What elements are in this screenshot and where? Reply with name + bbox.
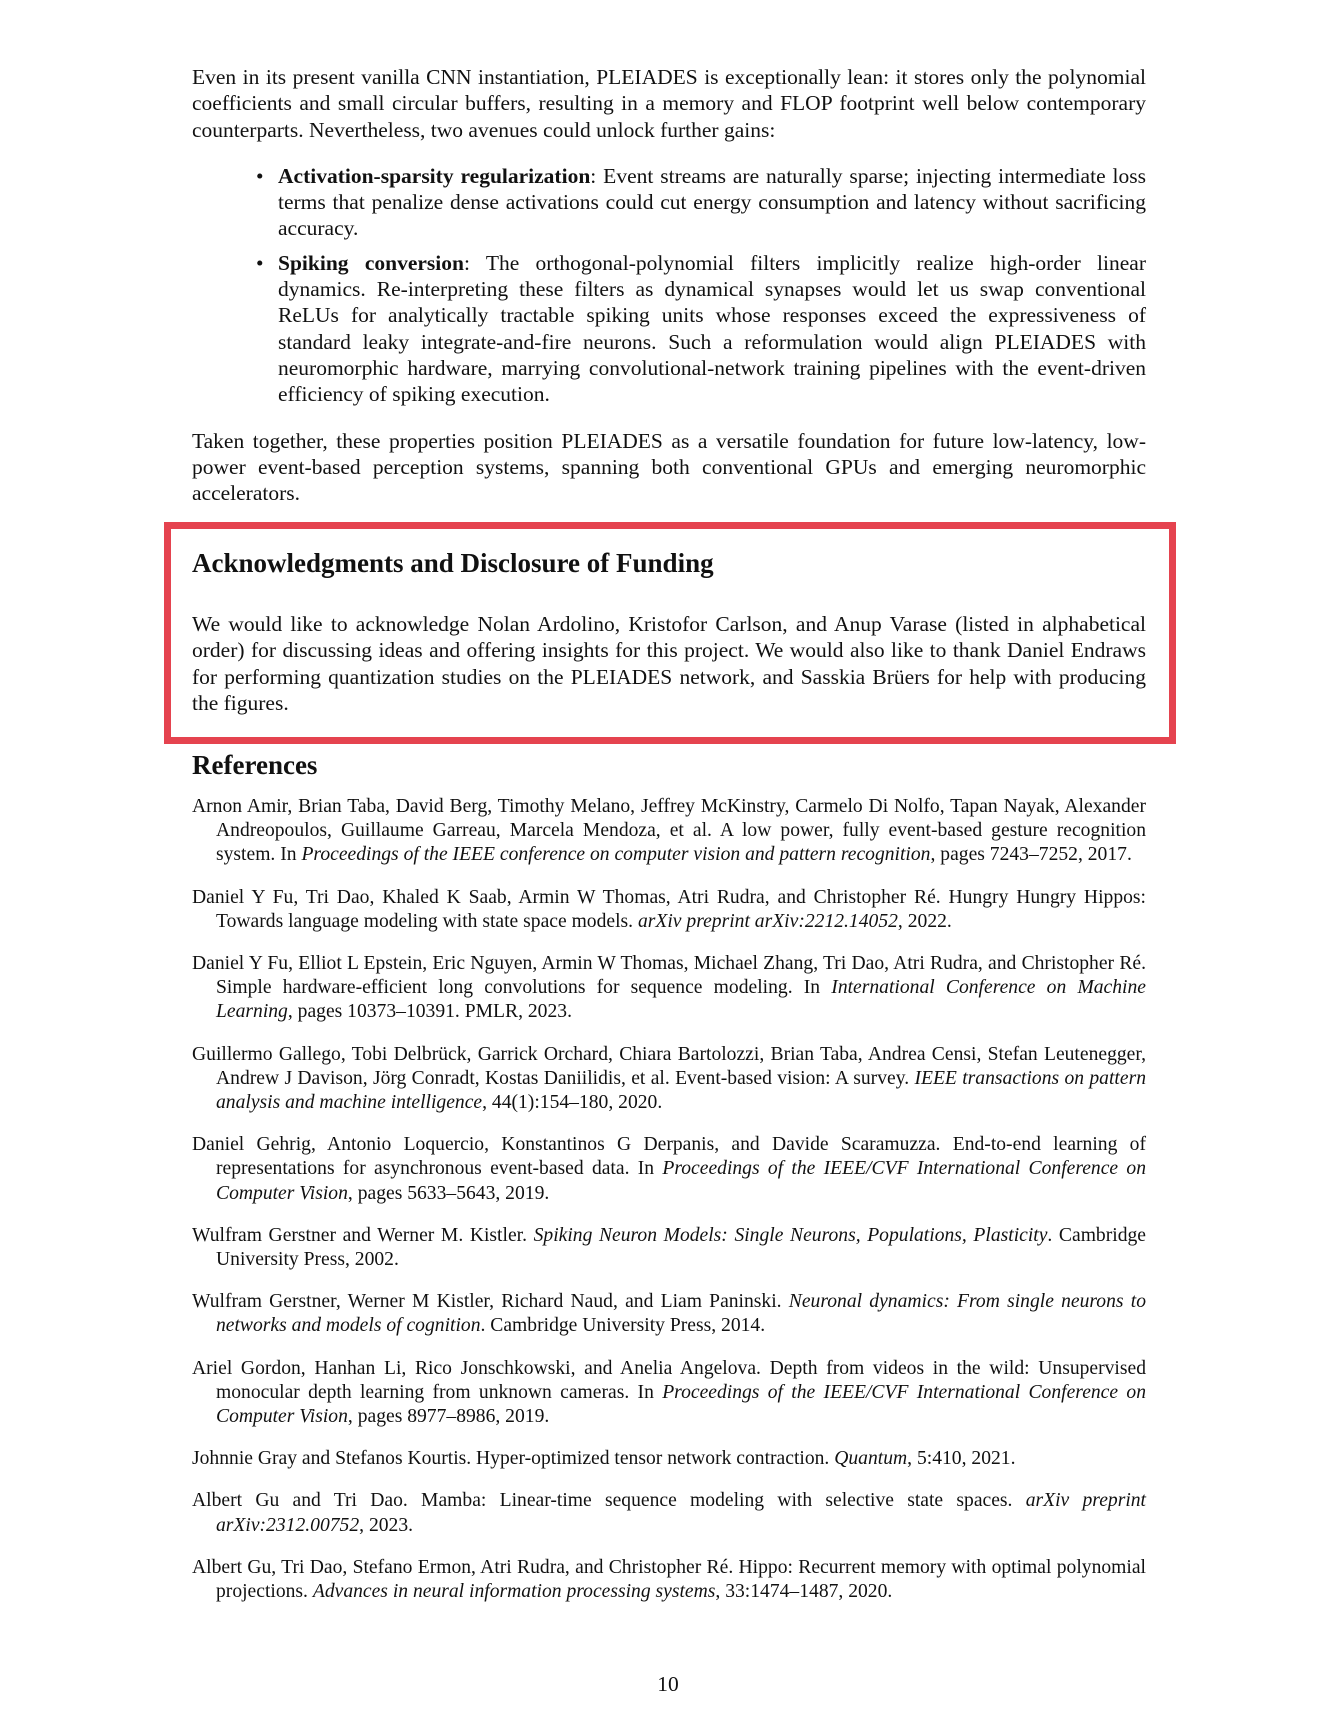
reference-details: , pages 5633–5643, 2019. bbox=[347, 1182, 550, 1204]
reference-venue: arXiv preprint arXiv:2312.00752 bbox=[216, 1490, 1146, 1536]
reference-venue: Spiking Neuron Models: Single Neurons, Populations, Plasticity bbox=[533, 1224, 1048, 1246]
reference-item bbox=[192, 1489, 1146, 1537]
reference-authors-title: Arnon Amir, Brian Taba, David Berg, Timothy Melano, Jeffrey McKinstry, Carmelo Di Nolfo, Tapan Nayak, Alexander Andreopoulos, Guillaume Garreau, Marcela Mendoza, et al. A low power, fully event-based gesture recognition system. In bbox=[192, 796, 1146, 866]
reference-details: . Cambridge University Press, 2002. bbox=[216, 1224, 1146, 1271]
bullet-icon: • bbox=[256, 250, 264, 275]
reference-authors-title: Albert Gu and Tri Dao. Mamba: Linear-time sequence modeling with selective state spaces. bbox=[192, 1490, 1026, 1512]
reference-venue: Neuronal dynamics: From single neurons to networks and models of cognition bbox=[216, 1291, 1146, 1337]
intro-paragraph: Even in its present vanilla CNN instantiation, PLEIADES is exceptionally lean: it stores only the polynomial coefficients and small circular buffers, resulting in a memory and FLOP footprint well below contemporary counterparts. Nevertheless, two avenues could unlock further gains: bbox=[192, 65, 1146, 142]
reference-venue: arXiv preprint arXiv:2212.14052 bbox=[637, 910, 898, 932]
reference-item bbox=[192, 952, 1146, 1025]
reference-authors-title: Wulfram Gerstner, Werner M Kistler, Richard Naud, and Liam Paninski. bbox=[192, 1291, 789, 1313]
reference-authors-title: Guillermo Gallego, Tobi Delbrück, Garrick Orchard, Chiara Bartolozzi, Brian Taba, Andrea Censi, Stefan Leutenegger, Andrew J Davison, Jörg Conradt, Kostas Daniilidis, et al. Event-based vision: A survey. bbox=[192, 1043, 1146, 1089]
acknowledgments-heading: Acknowledgments and Disclosure of Funding bbox=[192, 548, 714, 578]
reference-details: , 2022. bbox=[897, 910, 952, 932]
reference-item bbox=[192, 795, 1146, 868]
list-item bbox=[256, 250, 1146, 408]
reference-item bbox=[192, 1556, 1146, 1604]
reference-authors-title: Johnnie Gray and Stefanos Kourtis. Hyper-optimized tensor network contraction. bbox=[192, 1448, 835, 1470]
reference-venue: IEEE transactions on pattern analysis and machine intelligence bbox=[216, 1067, 1146, 1114]
list-item-title: Activation-sparsity regularization bbox=[278, 163, 591, 188]
page-number: 10 bbox=[657, 1672, 679, 1696]
reference-item bbox=[192, 1133, 1146, 1206]
reference-item bbox=[192, 1043, 1146, 1116]
reference-authors-title: Daniel Y Fu, Elliot L Epstein, Eric Nguyen, Armin W Thomas, Michael Zhang, Tri Dao, Atri Rudra, and Christopher Ré. Simple hardware-efficient long convolutions for sequence modeling. In bbox=[192, 953, 1146, 999]
reference-item bbox=[192, 1290, 1146, 1338]
reference-details: , pages 7243–7252, 2017. bbox=[930, 844, 1132, 866]
references-list bbox=[192, 795, 1146, 1622]
reference-details: , 33:1474–1487, 2020. bbox=[715, 1581, 893, 1603]
reference-venue: Quantum bbox=[834, 1448, 908, 1470]
list-item-text: : Event streams are naturally sparse; injecting intermediate loss terms that penalize dense activations could cut energy consumption and latency without sacrificing accuracy. bbox=[278, 163, 1146, 241]
reference-authors-title: Albert Gu, Tri Dao, Stefano Ermon, Atri Rudra, and Christopher Ré. Hippo: Recurrent memory with optimal polynomial projections. bbox=[192, 1556, 1146, 1603]
reference-details: , 44(1):154–180, 2020. bbox=[482, 1092, 663, 1114]
list-item-title: Spiking conversion bbox=[278, 250, 464, 275]
reference-venue: Proceedings of the IEEE/CVF International Conference on Computer Vision bbox=[216, 1158, 1147, 1204]
reference-details: . Cambridge University Press, 2014. bbox=[480, 1315, 766, 1337]
reference-item bbox=[192, 1447, 1146, 1471]
list-item bbox=[256, 163, 1146, 242]
reference-authors-title: Ariel Gordon, Hanhan Li, Rico Jonschkowski, and Anelia Angelova. Depth from videos in the wild: Unsupervised monocular depth learning from unknown cameras. In bbox=[192, 1357, 1146, 1403]
reference-venue: Proceedings of the IEEE conference on computer vision and pattern recognition bbox=[301, 844, 931, 866]
reference-details: , pages 8977–8986, 2019. bbox=[347, 1406, 550, 1428]
reference-item bbox=[192, 1357, 1146, 1430]
reference-item bbox=[192, 886, 1146, 934]
reference-details: , 5:410, 2021. bbox=[907, 1448, 1016, 1470]
acknowledgments-paragraph: We would like to acknowledge Nolan Ardolino, Kristofor Carlson, and Anup Varase (listed in alphabetical order) for discussing ideas and offering insights for this project. We would also like to thank Daniel Endraws for performing quantization studies on the PLEIADES network, and Sasskia Brüers for help with producing the figures. bbox=[192, 612, 1146, 715]
reference-details: , pages 10373–10391. PMLR, 2023. bbox=[287, 1001, 572, 1023]
references-heading: References bbox=[192, 750, 318, 780]
reference-authors-title: Wulfram Gerstner and Werner M. Kistler. bbox=[192, 1224, 534, 1246]
bullet-icon: • bbox=[256, 163, 264, 188]
reference-authors-title: Daniel Y Fu, Tri Dao, Khaled K Saab, Armin W Thomas, Atri Rudra, and Christopher Ré. Hungry Hungry Hippos: Towards language modeling with state space models. bbox=[192, 886, 1146, 932]
reference-venue: Advances in neural information processing systems bbox=[312, 1581, 716, 1603]
list-item-text: : The orthogonal-polynomial filters implicitly realize high-order linear dynamics. Re-interpreting these filters as dynamical synapses would let us swap conventional ReLUs for analytically tractable spiking units whose responses exceed the expressiveness of standard leaky integrate-and-fire neurons. Such a reformulation would align PLEIADES with neuromorphic hardware, marrying convolutional-network training pipelines with the event-driven efficiency of spiking execution. bbox=[278, 250, 1146, 407]
reference-item bbox=[192, 1224, 1146, 1272]
reference-venue: International Conference on Machine Learning bbox=[216, 977, 1146, 1023]
reference-authors-title: Daniel Gehrig, Antonio Loquercio, Konstantinos G Derpanis, and Davide Scaramuzza. End-to-end learning of representations for asynchronous event-based data. In bbox=[192, 1134, 1146, 1180]
closing-paragraph: Taken together, these properties position PLEIADES as a versatile foundation for future low-latency, low-power event-based perception systems, spanning both conventional GPUs and emerging neuromorphic accelerators. bbox=[192, 428, 1146, 506]
reference-details: , 2023. bbox=[359, 1514, 414, 1536]
main-body bbox=[192, 64, 1146, 506]
reference-venue: Proceedings of the IEEE/CVF International Conference on Computer Vision bbox=[216, 1381, 1146, 1428]
future-work-list bbox=[192, 163, 1146, 408]
